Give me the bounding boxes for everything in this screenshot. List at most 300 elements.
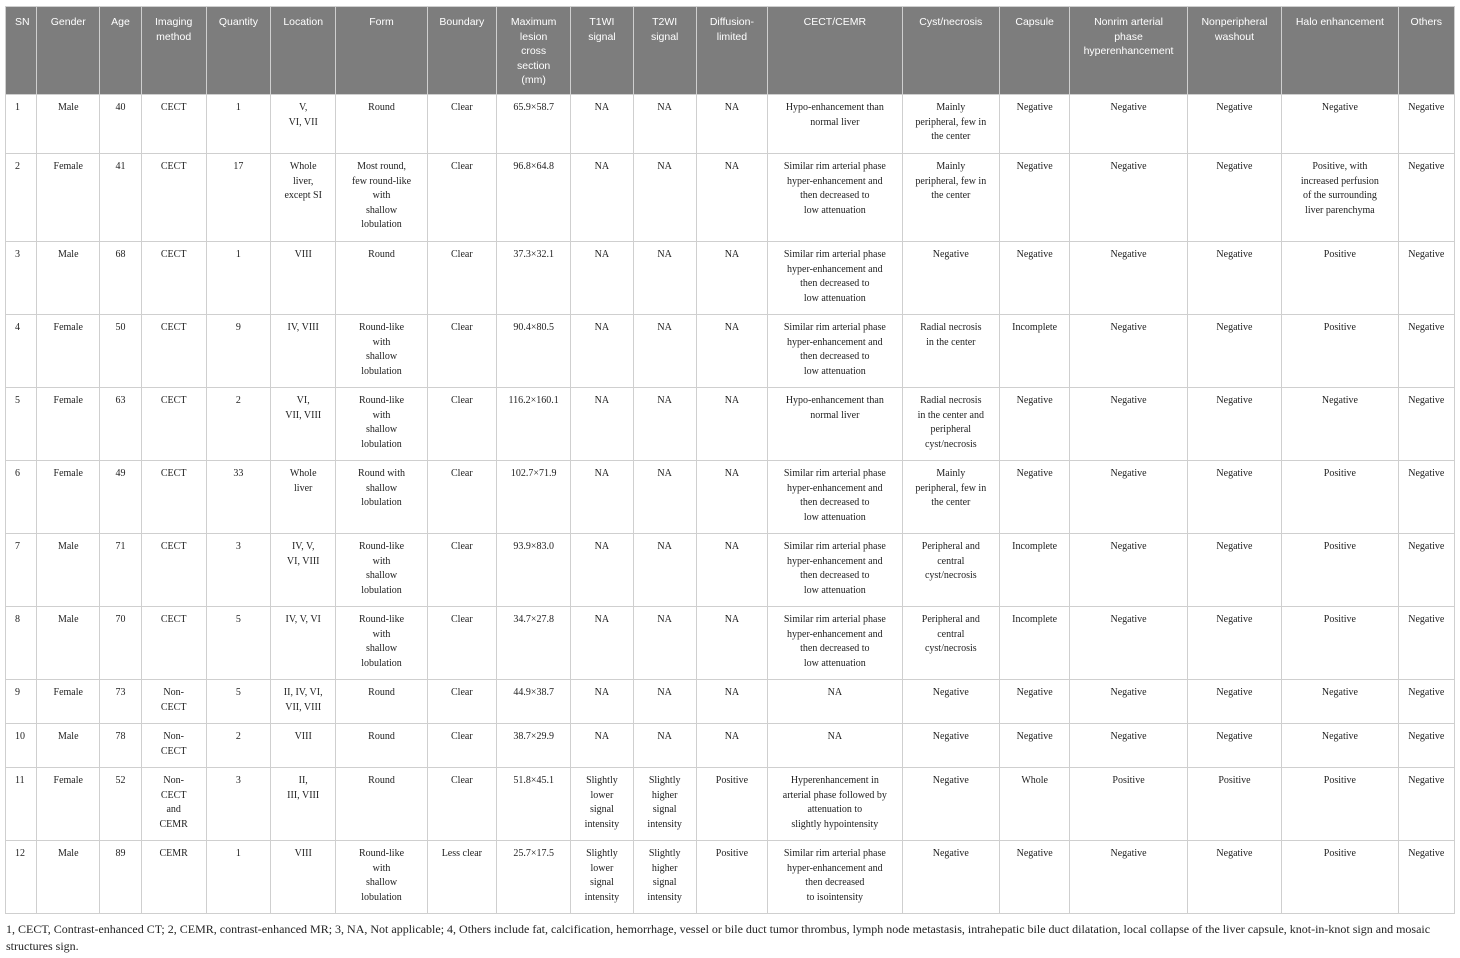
table-cell (336, 534, 427, 607)
table-cell-value: Similar rim arterial phase hyper-enhancement and then decreased to low attenuation (783, 468, 886, 523)
table-cell-value: Negative (1408, 102, 1445, 113)
table-cell (902, 768, 999, 841)
table-cell-value: Female (53, 395, 83, 406)
table-cell (427, 154, 496, 242)
table-cell (1398, 95, 1454, 154)
table-cell (1000, 607, 1070, 680)
table-cell-value: Positive (1218, 775, 1251, 786)
table-body (6, 95, 1455, 914)
table-cell-value: 93.9×83.0 (513, 541, 554, 552)
table-cell-value: NA (724, 322, 740, 333)
table-cell (100, 95, 141, 154)
table-row (6, 768, 1455, 841)
table-cell (271, 680, 336, 724)
column-header (100, 7, 141, 95)
column-header (1187, 7, 1281, 95)
table-cell (1187, 95, 1281, 154)
table-cell-value: NA (657, 614, 672, 625)
table-cell-value: CECT (160, 249, 187, 260)
table-cell (206, 154, 270, 242)
table-cell (1070, 388, 1187, 461)
table-cell-value: Negative (1216, 468, 1253, 479)
table-cell (1282, 388, 1398, 461)
table-cell-value: Positive (1323, 322, 1356, 333)
table-cell (336, 841, 427, 914)
table-cell (6, 768, 37, 841)
table-cell (633, 724, 696, 768)
table-cell-value: 5 (235, 687, 241, 698)
table-cell (496, 724, 570, 768)
table-cell (1282, 154, 1398, 242)
table-cell-value: Similar rim arterial phase hyper-enhancement and then decreased to low attenuation (783, 249, 886, 304)
table-cell (141, 768, 206, 841)
table-cell (100, 680, 141, 724)
table-cell (271, 534, 336, 607)
table-cell-value: Hyperenhancement in arterial phase followed by attenuation to slightly hypointensity (782, 775, 887, 830)
table-cell-value: NA (594, 395, 610, 406)
table-cell (768, 607, 903, 680)
table-row (6, 724, 1455, 768)
table-cell (271, 154, 336, 242)
table-header-row (6, 7, 1455, 95)
table-cell (336, 724, 427, 768)
table-cell (141, 841, 206, 914)
table-cell-value: VIII (294, 249, 312, 260)
table-cell-value: Incomplete (1012, 541, 1058, 552)
table-cell-value: 2 (235, 395, 241, 406)
table-cell (571, 388, 633, 461)
table-cell (37, 461, 100, 534)
table-cell (696, 315, 767, 388)
table-cell-value: NA (827, 687, 843, 698)
table-cell-value: Whole (1021, 775, 1048, 786)
table-cell-value: Negative (1110, 249, 1147, 260)
table-cell-value: CECT (160, 102, 187, 113)
table-cell-value: Clear (451, 395, 473, 406)
table-cell-value: 9 (235, 322, 241, 333)
column-header-label: Nonperipheral washout (1201, 16, 1268, 43)
table-cell (37, 95, 100, 154)
table-cell-value: Mainly peripheral, few in the center (915, 161, 987, 202)
table-cell (496, 680, 570, 724)
table-cell (336, 154, 427, 242)
table-cell-value: 8 (15, 614, 20, 625)
table-cell-value: NA (657, 249, 672, 260)
table-cell-value: Slightly higher signal intensity (647, 848, 682, 903)
table-cell (206, 534, 270, 607)
table-cell-value: NA (657, 102, 672, 113)
table-cell-value: Positive, with increased perfusion of the surrounding liver parenchyma (1300, 161, 1379, 216)
table-cell (571, 680, 633, 724)
table-cell-value: Negative (1216, 687, 1253, 698)
table-cell-value: Negative (1408, 731, 1445, 742)
column-header-label: T2WI signal (650, 16, 679, 43)
column-header-label: Halo enhancement (1295, 16, 1384, 28)
table-cell (696, 534, 767, 607)
table-cell (571, 315, 633, 388)
table-cell (902, 607, 999, 680)
table-cell (633, 388, 696, 461)
table-cell (6, 607, 37, 680)
column-header-label: Cyst/necrosis (919, 16, 983, 28)
table-cell (206, 841, 270, 914)
table-cell-value: 73 (115, 687, 126, 698)
table-cell-value: Male (57, 848, 79, 859)
table-cell (100, 154, 141, 242)
table-cell (206, 388, 270, 461)
table-cell (141, 95, 206, 154)
table-cell-value: NA (594, 161, 610, 172)
table-cell-value: IV, V, VI, VIII (286, 541, 320, 567)
table-cell (206, 315, 270, 388)
table-cell (902, 242, 999, 315)
column-header (633, 7, 696, 95)
table-cell-value: 3 (235, 541, 241, 552)
table-cell (696, 768, 767, 841)
table-cell (1282, 534, 1398, 607)
table-cell-value: Negative (1408, 687, 1445, 698)
table-cell-value: 50 (115, 322, 126, 333)
table-cell (37, 680, 100, 724)
table-cell (37, 315, 100, 388)
table-cell-value: Negative (1216, 731, 1253, 742)
table-cell (1000, 95, 1070, 154)
table-cell (141, 154, 206, 242)
table-cell (37, 242, 100, 315)
table-cell-value: Less clear (441, 848, 482, 859)
table-cell (427, 680, 496, 724)
table-cell (336, 242, 427, 315)
table-cell (141, 607, 206, 680)
table-cell-value: Male (57, 614, 79, 625)
table-cell-value: NA (724, 731, 740, 742)
table-cell-value: NA (594, 614, 610, 625)
table-cell (271, 607, 336, 680)
table-row (6, 841, 1455, 914)
table-cell (37, 388, 100, 461)
table-cell-value: Negative (1110, 322, 1147, 333)
table-cell (1000, 680, 1070, 724)
table-cell (496, 607, 570, 680)
table-cell (768, 680, 903, 724)
table-cell (1070, 534, 1187, 607)
table-cell (1070, 841, 1187, 914)
table-cell-value: 3 (235, 775, 241, 786)
table-cell-value: 70 (115, 614, 126, 625)
table-cell (696, 841, 767, 914)
table-row (6, 388, 1455, 461)
table-cell-value: Negative (932, 731, 969, 742)
table-cell (1000, 768, 1070, 841)
table-cell (633, 315, 696, 388)
table-cell (37, 768, 100, 841)
table-cell-value: II, IV, VI, VII, VIII (283, 687, 323, 713)
table-cell (571, 461, 633, 534)
table-cell (427, 724, 496, 768)
table-cell (571, 607, 633, 680)
table-cell-value: 10 (15, 731, 25, 742)
table-cell-value: Negative (1216, 322, 1253, 333)
table-cell (496, 154, 570, 242)
table-cell-value: 49 (115, 468, 126, 479)
column-header-label: Maximum lesion cross section (mm) (510, 16, 557, 86)
table-cell (427, 768, 496, 841)
table-cell (1070, 154, 1187, 242)
table-cell-value: Negative (1110, 848, 1147, 859)
table-cell-value: Negative (1110, 614, 1147, 625)
column-header (6, 7, 37, 95)
table-cell-value: NA (594, 322, 610, 333)
table-cell (271, 242, 336, 315)
column-header-label: Gender (50, 16, 86, 28)
table-cell (271, 768, 336, 841)
table-cell-value: Female (53, 687, 83, 698)
table-cell-value: CECT (160, 322, 187, 333)
table-row (6, 154, 1455, 242)
table-cell (496, 315, 570, 388)
table-cell (37, 724, 100, 768)
table-cell-value: Male (57, 731, 79, 742)
table-cell-value: 17 (233, 161, 244, 172)
table-cell (496, 242, 570, 315)
table-cell-value: Radial necrosis in the center and peripheral cyst/necrosis (917, 395, 984, 450)
table-cell-value: NA (724, 102, 740, 113)
table-cell (1282, 768, 1398, 841)
table-cell-value: NA (657, 161, 672, 172)
table-cell-value: Negative (1016, 848, 1053, 859)
column-header-label: Quantity (218, 16, 258, 28)
table-cell (1187, 242, 1281, 315)
table-cell (1000, 534, 1070, 607)
table-cell (633, 154, 696, 242)
table-cell-value: Negative (1016, 687, 1053, 698)
table-cell-value: 5 (235, 614, 241, 625)
table-row (6, 534, 1455, 607)
table-cell (37, 154, 100, 242)
table-cell-value: 11 (15, 775, 25, 786)
table-cell-value: 12 (15, 848, 25, 859)
column-header (1000, 7, 1070, 95)
table-row (6, 315, 1455, 388)
table-cell-value: 9 (15, 687, 20, 698)
table-cell-value: NA (724, 541, 740, 552)
table-cell (6, 534, 37, 607)
table-cell-value: NA (724, 161, 740, 172)
table-cell (633, 680, 696, 724)
table-cell-value: Negative (1016, 161, 1053, 172)
table-cell-value: Negative (1216, 541, 1253, 552)
table-cell (141, 680, 206, 724)
table-cell-value: IV, V, VI (285, 614, 321, 625)
table-cell (100, 607, 141, 680)
table-cell (496, 841, 570, 914)
table-cell-value: Negative (1110, 731, 1147, 742)
table-cell (1282, 95, 1398, 154)
table-cell (633, 534, 696, 607)
table-cell (1070, 607, 1187, 680)
table-cell (1000, 388, 1070, 461)
column-header-label: Location (283, 16, 324, 28)
table-cell (1282, 315, 1398, 388)
table-cell (571, 534, 633, 607)
table-cell (496, 388, 570, 461)
table-cell-value: Round (368, 102, 395, 113)
table-cell-value: Negative (1016, 102, 1053, 113)
table-cell (768, 534, 903, 607)
table-cell (696, 242, 767, 315)
table-cell-value: 7 (15, 541, 20, 552)
column-header-label: T1WI signal (588, 16, 616, 43)
table-cell (902, 724, 999, 768)
table-cell-value: Negative (1321, 395, 1358, 406)
column-header (37, 7, 100, 95)
table-cell (271, 724, 336, 768)
table-cell (902, 680, 999, 724)
table-cell (1398, 315, 1454, 388)
table-cell-value: NA (594, 541, 610, 552)
table-cell-value: 1 (235, 249, 241, 260)
table-cell-value: 2 (235, 731, 241, 742)
table-cell-value: NA (594, 468, 610, 479)
table-cell (336, 388, 427, 461)
table-cell (206, 95, 270, 154)
table-cell (571, 154, 633, 242)
table-cell-value: 102.7×71.9 (510, 468, 557, 479)
table-cell-value: Negative (1321, 687, 1358, 698)
column-header-label: Boundary (439, 16, 485, 28)
table-cell (768, 95, 903, 154)
table-cell-value: Positive (715, 848, 749, 859)
table-cell-value: Non- CECT (160, 687, 187, 713)
table-cell-value: Negative (932, 848, 969, 859)
table-cell-value: Positive (1323, 249, 1356, 260)
table-cell-value: Non- CECT (160, 731, 187, 757)
table-cell-value: 25.7×17.5 (513, 848, 554, 859)
table-cell (1000, 315, 1070, 388)
table-cell (6, 680, 37, 724)
table-cell-value: Negative (1016, 468, 1053, 479)
table-cell-value: Female (53, 322, 83, 333)
table-cell-value: Peripheral and central cyst/necrosis (921, 541, 980, 582)
table-cell-value: Clear (451, 249, 473, 260)
table-cell (1070, 461, 1187, 534)
table-cell-value: Negative (1216, 102, 1253, 113)
table-cell (496, 768, 570, 841)
table-cell (1187, 607, 1281, 680)
table-cell (768, 461, 903, 534)
table-footnote: 1, CECT, Contrast-enhanced CT; 2, CEMR, contrast-enhanced MR; 3, NA, Not applicable; 4, Others include fat, calcification, hemorrhage, vessel or bile duct tumor thrombus, lymph node metastasis, intrahepatic bile duct dilatation, local collapse of the liver capsule, knot-in-knot sign and mosaic structures sign. (6, 922, 1431, 953)
table-cell-value: 3 (15, 249, 20, 260)
table-cell (696, 461, 767, 534)
table-cell (571, 841, 633, 914)
table-cell (1398, 242, 1454, 315)
table-cell (141, 242, 206, 315)
table-cell (633, 841, 696, 914)
table-cell (427, 242, 496, 315)
column-header (696, 7, 767, 95)
table-cell-value: NA (724, 249, 740, 260)
table-cell (141, 724, 206, 768)
table-cell-value: Clear (451, 322, 473, 333)
table-row (6, 607, 1455, 680)
table-cell (1070, 95, 1187, 154)
table-cell-value: Round (368, 687, 395, 698)
table-cell-value: Positive (1323, 468, 1356, 479)
table-cell-value: Clear (451, 775, 473, 786)
table-cell (100, 841, 141, 914)
table-row (6, 242, 1455, 315)
table-cell (633, 607, 696, 680)
table-cell-value: 2 (15, 161, 20, 172)
column-header-label: Diffusion- limited (709, 16, 754, 43)
table-cell (1398, 841, 1454, 914)
table-cell-value: 1 (235, 102, 241, 113)
table-cell (1187, 315, 1281, 388)
table-cell-value: Negative (1110, 468, 1147, 479)
table-cell-value: CECT (160, 541, 187, 552)
table-cell-value: NA (657, 541, 672, 552)
table-cell (427, 95, 496, 154)
table-cell (271, 315, 336, 388)
table-cell (1187, 534, 1281, 607)
table-cell-value: 89 (115, 848, 126, 859)
table-cell-value: 44.9×38.7 (513, 687, 554, 698)
table-cell (6, 242, 37, 315)
table-cell (1398, 768, 1454, 841)
table-cell-value: Negative (1216, 848, 1253, 859)
table-cell (1000, 461, 1070, 534)
table-cell-value: Round (368, 731, 395, 742)
column-header (336, 7, 427, 95)
table-cell-value: Round (368, 249, 395, 260)
table-cell-value: CECT (160, 395, 187, 406)
table-cell-value: IV, VIII (287, 322, 319, 333)
table-cell (768, 388, 903, 461)
table-cell (1187, 841, 1281, 914)
table-cell-value: Negative (1110, 541, 1147, 552)
column-header (571, 7, 633, 95)
table-cell (768, 841, 903, 914)
column-header-label: Form (369, 16, 394, 28)
column-header (1070, 7, 1187, 95)
table-cell-value: Negative (1408, 468, 1445, 479)
table-cell (206, 768, 270, 841)
table-cell (696, 154, 767, 242)
column-header-label: Others (1410, 16, 1443, 28)
table-cell-value: 40 (115, 102, 126, 113)
table-cell-value: NA (657, 395, 672, 406)
table-cell (902, 388, 999, 461)
table-cell-value: Negative (1016, 731, 1053, 742)
table-cell-value: 51.8×45.1 (513, 775, 554, 786)
table-cell (1398, 607, 1454, 680)
table-cell (1187, 461, 1281, 534)
table-cell-value: NA (657, 322, 672, 333)
table-cell-value: Similar rim arterial phase hyper-enhancement and then decreased to low attenuation (783, 541, 886, 596)
table-cell-value: Clear (451, 687, 473, 698)
table-cell-value: Mainly peripheral, few in the center (915, 468, 987, 509)
table-cell-value: 34.7×27.8 (513, 614, 554, 625)
column-header (206, 7, 270, 95)
table-cell-value: NA (657, 731, 672, 742)
table-cell (768, 315, 903, 388)
table-cell-value: Negative (1216, 395, 1253, 406)
table-cell-value: 41 (115, 161, 126, 172)
table-cell-value: Mainly peripheral, few in the center (915, 102, 987, 143)
table-cell (696, 388, 767, 461)
table-cell-value: 38.7×29.9 (513, 731, 554, 742)
table-cell-value: Negative (1321, 731, 1358, 742)
